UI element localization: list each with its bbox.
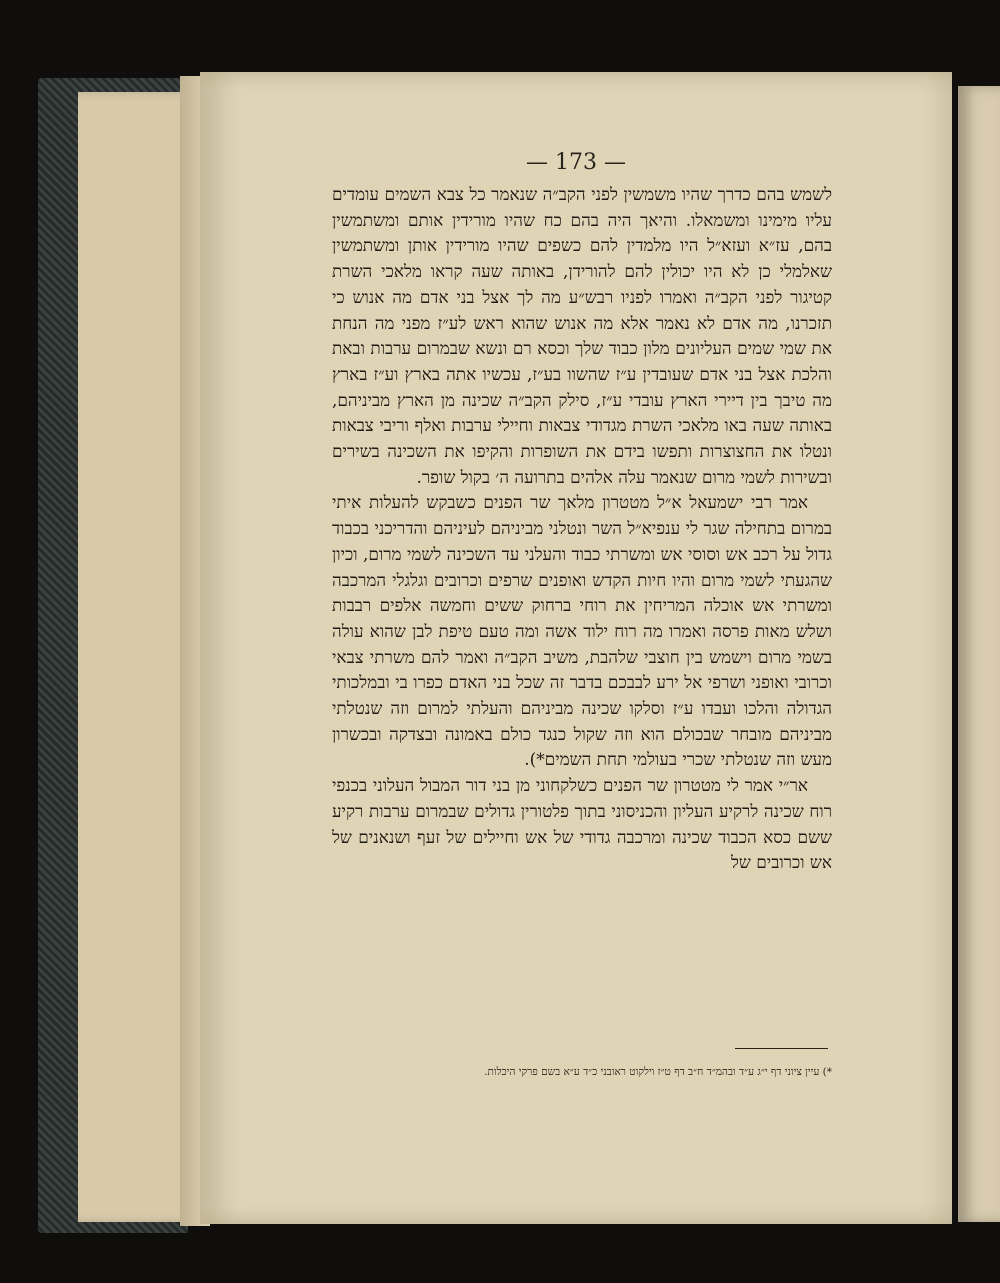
footnote: *) עיין ציוני דף י״ג ע״ד ובהמ״ד ח״ב דף ט״ז וילקוט ראובני כ״ד ע״א בשם פרקי היכלות. [484, 1066, 832, 1078]
footnote-divider [735, 1048, 828, 1049]
paragraph: אמר רבי ישמעאל א״ל מטטרון מלאך שר הפנים כשבקש להעלות איתי במרום בתחילה שגר לי ענפיא״ל השר ונטלני מביניהם לעיניהם והדריכני בכבוד גדול על רכב אש וסוסי אש ומשרתי כבוד והעלני עד השכינה לשמי מרום, וכיון שהגעתי לשמי מרום והיו חיות הקדש ואופנים שרפים וכרובים וגלגלי המרכבה ומשרתי אש אוכלה המריחין את רוחי ברחוק ששים וחמשה אלפים רבבות ושלש מאות פרסה ואמרו מה רוח ילוד אשה ומה טעם טיפת לבן שהוא עולה בשמי מרום וישמש בין חוצבי שלהבת, משיב הקב״ה ואמר להם משרתי צבאי וכרובי ואופני ושרפי אל ירע לבבכם בדבר זה שכל בני האדם כפרו בי ובמלכותי הגדולה והלכו ועבדו ע״ז וסלקו שכינה מביניהם והעלתי למרום וזה שנטלתי מביניהם מובחר שבכולם הוא וזה שקול כנגד כולם באמונה ובצדקה ובכשרון מעש וזה שנטלתי שכרי בעולמי תחת השמים*). [332, 492, 832, 770]
page-number: — 173 — [526, 150, 626, 175]
paragraph: אר״י אמר לי מטטרון שר הפנים כשלקחוני מן בני דור המבול העלוני בכנפי רוח שכינה לרקיע העליון והכניסוני בתוך פלטורין גדולים שבמרום ערבות רקיע ששם כסא הכבוד שכינה ומרכבה גדודי של אש וחיילים של זעף ושנאנים של אש וכרובים של [332, 775, 832, 873]
page-body-text [332, 182, 832, 876]
next-page-edge [958, 86, 1000, 1222]
paragraph: לשמש בהם כדרך שהיו משמשין לפני הקב״ה שנאמר כל צבא השמים עומדים עליו מימינו ומשמאלו. והיאך היה בהם כח שהיו מורידין אותם ומשתמשין בהם, עז״א ועזא״ל היו מלמדין להם כשפים שהיו מורידין אותן ומשתמשין שאלמלי כן לא היו יכולין להם להורידן, באותה שעה קראו מלאכי השרת קטיגור לפני הקב״ה ואמרו לפניו רבש״ע מה לך אצל בני אדם מה אנוש כי תזכרנו, מה אדם לא נאמר אלא מה אנוש שהוא ראש לע״ז מפני מה הנחת את שמי שמים העליונים מלון כבוד שלך וכסא רם ונשא שבמרום ערבות ובאת והלכת אצל בני אדם שעובדין ע״ז שהשוו בע״ז, עכשיו אתה בארץ וע״ז בארץ מה טיבך בין דיירי הארץ עובדי ע״ז, סילק הקב״ה שכינה מן הארץ מביניהם, באותה שעה באו מלאכי השרת מגדודי צבאות וחיילי ערבות ואלף וריבי צבאות ונטלו את החצוצרות ותפשו בידם את השופרות והקיפו את השכינה בשירים ובשירות לשמי מרום שנאמר עלה אלהים בתרועה ה׳ בקול שופר. [332, 184, 832, 487]
